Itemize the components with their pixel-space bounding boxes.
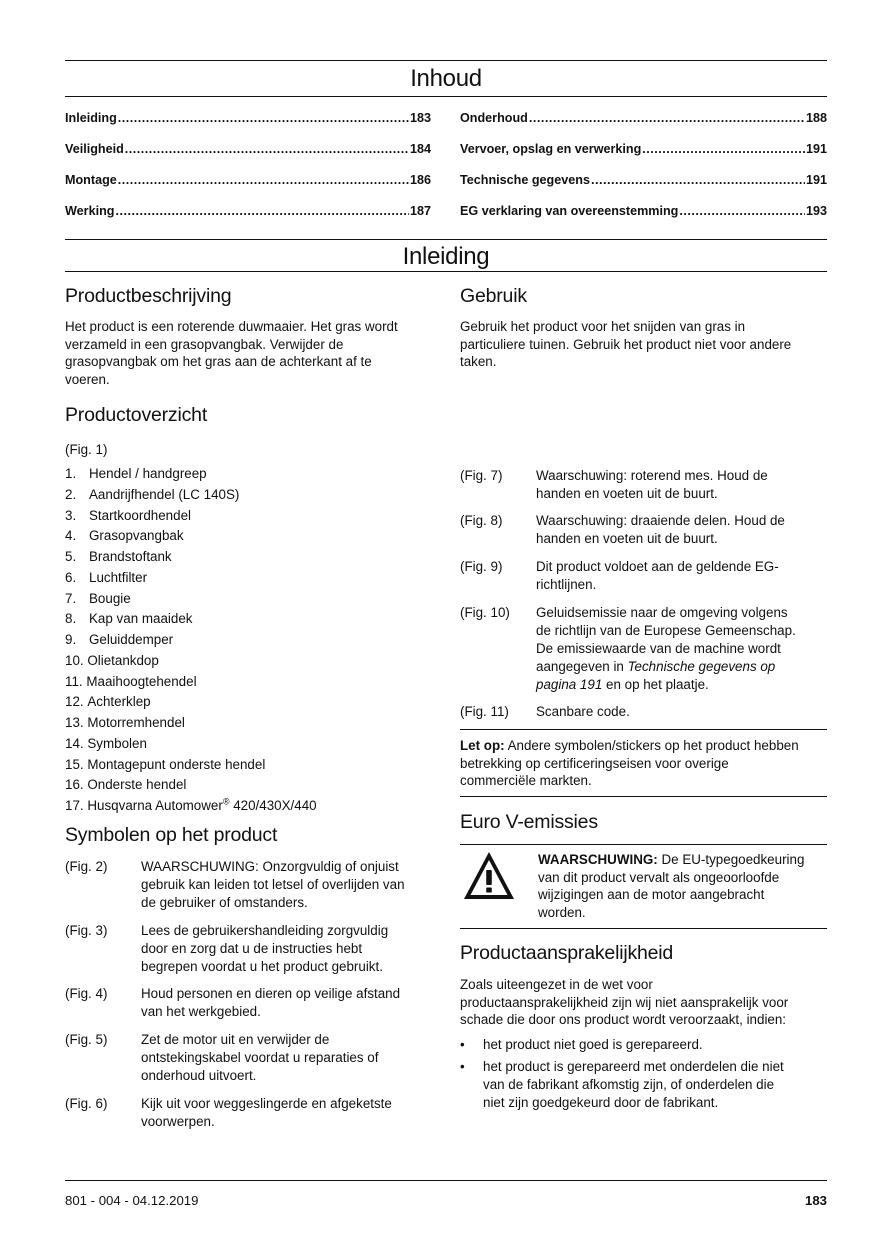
toc-entry-page: 191 — [805, 142, 827, 156]
toc-entry-page: 183 — [409, 111, 431, 125]
top-rule — [65, 60, 827, 61]
list-item: 4. Grasopvangbak — [65, 528, 184, 544]
let-op-label: Let op: — [460, 738, 505, 753]
productbeschrijving-heading: Productbeschrijving — [65, 285, 232, 307]
aansprakelijkheid-heading: Productaansprakelijkheid — [460, 942, 674, 964]
productoverzicht-heading: Productoverzicht — [65, 404, 208, 426]
toc-entry-page: 184 — [409, 142, 431, 156]
toc-entry-page: 187 — [409, 204, 431, 218]
toc-entry-page: 191 — [805, 173, 827, 187]
toc-entry[interactable] — [65, 141, 431, 157]
toc-entry-page: 188 — [805, 111, 827, 125]
toc-entry[interactable] — [460, 141, 827, 157]
productoverzicht-fig-ref: (Fig. 1) — [65, 442, 108, 457]
toc-entry[interactable] — [460, 110, 827, 126]
list-item: 9. Geluiddemper — [65, 632, 174, 647]
toc-entry-label: Montage — [65, 173, 117, 187]
toc-entry-label: EG verklaring van overeenstemming — [460, 204, 679, 218]
toc-entry[interactable] — [65, 110, 431, 126]
footer-page-number: 183 — [804, 1193, 827, 1208]
list-item: 7. Bougie — [65, 590, 131, 606]
toc-entry-label: Technische gegevens — [460, 173, 590, 187]
list-item: 1. Hendel / handgreep — [65, 466, 207, 481]
warning-triangle-icon — [461, 849, 517, 903]
warning-label: WAARSCHUWING: — [538, 852, 658, 867]
list-item: 5. Brandstoftank — [65, 549, 172, 564]
toc-title: Inhoud — [410, 65, 482, 92]
chapter-bottom-rule — [65, 271, 827, 272]
footer-rule — [65, 1180, 827, 1181]
note-top-rule — [460, 729, 827, 730]
euro-warning-text: WAARSCHUWING: De EU-typegoedkeuring van dit product vervalt als ongeoorloofde wijzigingen aan de motor aangebracht worden. — [538, 852, 805, 920]
toc-entry[interactable] — [460, 203, 827, 219]
productbeschrijving-text: Het product is een roterende duwmaaier. Het gras wordt verzameld in een grasopvangbak. Verwijder de grasopvangbak om het gras aan de achterkant af te voeren. — [65, 319, 398, 387]
euro-heading: Euro V-emissies — [460, 811, 598, 833]
list-item: 3. Startkoordhendel — [65, 507, 191, 523]
symbol-entry: (Fig. 9) Dit product voldoet aan de geldende EG- richtlijnen. — [460, 559, 779, 592]
toc-entry-label: Vervoer, opslag en verwerking — [460, 142, 642, 156]
warning-bottom-rule — [460, 928, 827, 929]
cross-reference-link[interactable]: Technische gegevens op — [627, 659, 776, 674]
gebruik-heading: Gebruik — [460, 285, 527, 307]
note-bottom-rule — [460, 796, 827, 797]
toc-entry-label: Veiligheid — [65, 142, 124, 156]
aansprakelijkheid-text: Zoals uiteengezet in de wet voor productaansprakelijkheid zijn wij niet aansprakelijk voor schade die door ons product wordt veroorzaakt, indien: — [460, 977, 789, 1027]
chapter-top-rule — [65, 239, 827, 240]
gebruik-text: Gebruik het product voor het snijden van gras in particuliere tuinen. Gebruik het product niet voor andere taken. — [460, 319, 792, 369]
toc-entry-label: Inleiding — [65, 111, 117, 125]
toc-entry-page: 193 — [805, 204, 827, 218]
list-item: 8. Kap van maaidek — [65, 611, 193, 627]
bullet-item: • het product is gerepareerd met onderdelen die niet van de fabrikant afkomstig zijn, of onderdelen die niet zijn goedgekeurd door de fabrikant. — [460, 1059, 784, 1110]
symbol-entry: (Fig. 10) Geluidsemissie naar de omgeving volgens de richtlijn van de Europese Gemeenschap. De emissiewaarde van de machine wordt aangegeven in Technische gegevens op pagina 191 en op het plaatje. — [460, 605, 796, 692]
toc-entry-label: Onderhoud — [460, 111, 528, 125]
symbol-entry: (Fig. 6) Kijk uit voor weggeslingerde en afgeketste voorwerpen. — [65, 1096, 392, 1129]
list-item: 11. Maaihoogtehendel — [65, 673, 197, 689]
toc-entry[interactable] — [65, 203, 431, 219]
cross-reference-link-page[interactable]: pagina 191 — [536, 677, 603, 692]
symbol-entry: (Fig. 5) Zet de motor uit en verwijder de ontstekingskabel voordat u reparaties of onderhoud uitvoert. — [65, 1032, 379, 1083]
symbol-entry: (Fig. 2) WAARSCHUWING: Onzorgvuldig of onjuist gebruik kan leiden tot letsel of overlijden van de gebruiker of omstanders. — [65, 859, 405, 910]
symbol-entry: (Fig. 3) Lees de gebruikershandleiding zorgvuldig door en zorg dat u de instructies hebt begrepen voordat u het product gebruikt. — [65, 923, 389, 974]
toc-entry[interactable] — [65, 172, 431, 188]
list-item: 17. Husqvarna Automower® 420/430X/440 — [65, 796, 317, 813]
list-item: 6. Luchtfilter — [65, 569, 148, 585]
chapter-title: Inleiding — [402, 243, 490, 270]
footer-document-code: 801 - 004 - 04.12.2019 — [65, 1193, 199, 1208]
bullet-item: • het product niet goed is gerepareerd. — [460, 1037, 703, 1052]
symbol-entry: (Fig. 4) Houd personen en dieren op veilige afstand van het werkgebied. — [65, 986, 401, 1019]
list-item: 13. Motorremhendel — [65, 715, 185, 730]
toc-entry-page: 186 — [409, 173, 431, 187]
list-item: 16. Onderste hendel — [65, 777, 187, 793]
toc-title-rule — [65, 96, 827, 97]
list-item: 14. Symbolen — [65, 735, 147, 751]
symbol-entry: (Fig. 11) Scanbare code. — [460, 704, 630, 719]
list-item: 15. Montagepunt onderste hendel — [65, 756, 266, 772]
toc-entry-label: Werking — [65, 204, 115, 218]
symbol-entry: (Fig. 8) Waarschuwing: draaiende delen. Houd de handen en voeten uit de buurt. — [460, 513, 785, 546]
list-item: 10. Olietankdop — [65, 652, 159, 668]
list-item: 12. Achterklep — [65, 694, 151, 710]
symbolen-heading: Symbolen op het product — [65, 824, 278, 846]
productoverzicht-list — [65, 464, 435, 817]
toc-entry[interactable] — [460, 172, 827, 188]
list-item: 2. Aandrijfhendel (LC 140S) — [65, 486, 240, 502]
warning-top-rule — [460, 844, 827, 845]
symbol-entry: (Fig. 7) Waarschuwing: roterend mes. Houd de handen en voeten uit de buurt. — [460, 468, 768, 501]
let-op-note: Let op: Andere symbolen/stickers op het product hebben betrekking op certificeringseisen voor overige commerciële markten. — [460, 738, 799, 788]
